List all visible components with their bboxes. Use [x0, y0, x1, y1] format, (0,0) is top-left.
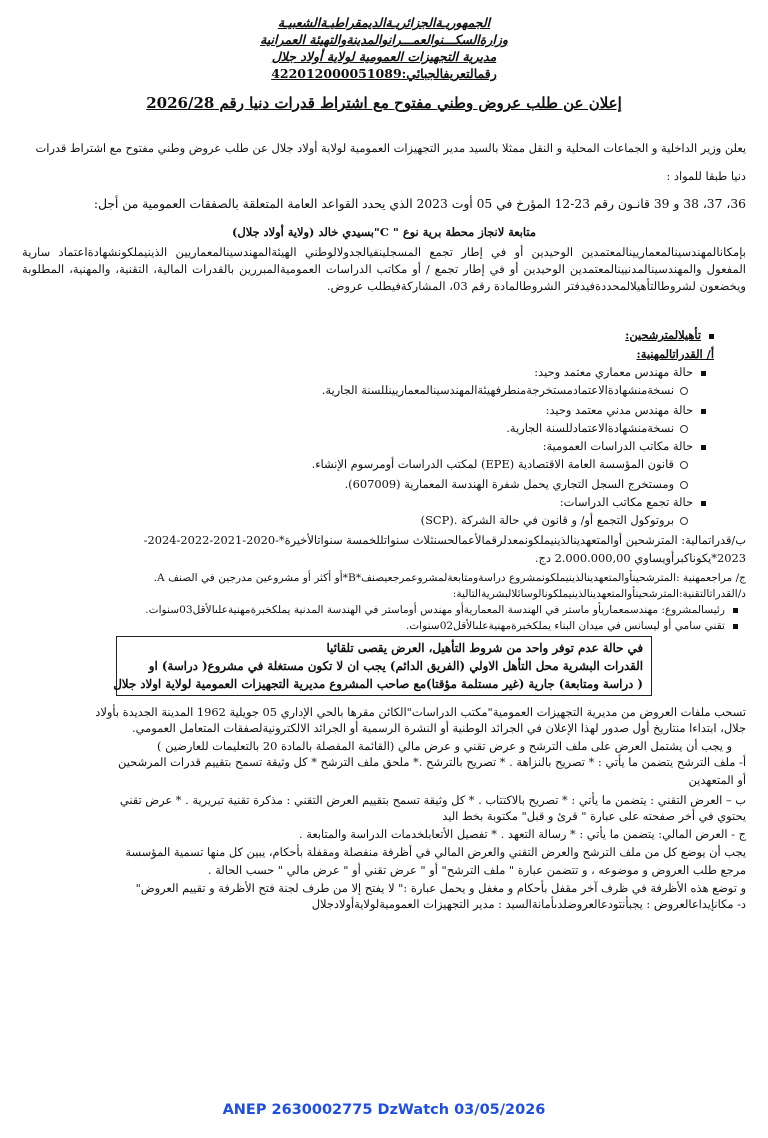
bullet-icon	[701, 445, 706, 450]
circle-bullet-icon	[680, 387, 688, 395]
circle-bullet-icon	[680, 481, 688, 489]
republic-name: الجمهوريـةالجزائريـةالديمقراطيـةالشعبيـة	[277, 15, 491, 30]
bullet-icon	[701, 409, 706, 414]
envelopes-line-2: مرجع طلب العروض و موضوعه ، و تتضمن عبارة " ملف الترشح" أو " عرض تقني أو " عرض مالي " حسب الحالة .	[207, 863, 746, 877]
directorate-name: مديرية التجهيزات العمومية لولاية أولاد جلال	[271, 49, 497, 64]
withdrawal-line-1: تسحب ملفات العروض من مديرية التجهيزات العمومية"مكتب الدراسات"الكائن مقرها بالحي الإداري 05 جويلية 1962 المدينة الجديدة بأولاد	[95, 705, 746, 719]
candidacy-file-1: أ- ملف الترشح يتضمن ما يأتي : * تصريح بالنزاهة . * تصريح بالترشح .* ملحق ملف الترشح * كل وثيقة تسمح بتقييم قدرات المرشحين	[118, 755, 746, 769]
legal-articles: 36، 37، 38 و 39 قانـون رقم 23-12 المؤرخ في 05 أوت 2023 الذي يحدد القواعد العامة المتعلقة بالصفقات العمومية من أجل:	[93, 197, 746, 211]
architect-case: حالة مهندس معماري معتمد وحيد:	[534, 364, 706, 380]
outer-envelope: و توضع هذه الأظرفة في ظرف آخر مقفل بأحكام و مغفل و يحمل عبارة :" لا يفتح إلا من طرف لجنة فتح الأظرفة و تقييم العروض"	[135, 881, 746, 895]
ministry-name: وزارةالسكـــنوالعمـــرانوالمدينةوالتهيئة العمرانية	[260, 32, 508, 47]
bullet-icon	[709, 334, 714, 339]
submission-place: د- مكانإيداعالعروض : يجبأنتودعالعروضلدىأمانةالسيد : مدير التجهيزات العموميةلولايةأولادجلال	[311, 897, 746, 911]
envelopes-line-1: يجب أن يوضع كل من ملف الترشح والعرض التقني والعرض المالي في أظرفة منفصلة ومقفلة بأحكام، يبين كل منها تسمية المؤسسة	[125, 845, 746, 859]
bullet-icon	[733, 608, 738, 613]
group-doc: بروتوكول التجمع أو/ و قانون في حالة الشركة .(SCP)	[421, 512, 688, 528]
technical-offer-1: ب – العرض التقني : يتضمن ما يأتي : * تصريح بالاكتتاب . * كل وثيقة تسمح بتقييم العرض التقني : مذكرة تقنية تبريرية . * عرض تقني	[119, 793, 746, 807]
group-case: حالة تجمع مكاتب الدراسات:	[560, 494, 706, 510]
notice-line-3: ( دراسة ومتابعة) جارية (غير مستلمة مؤقتا)مع صاحب المشروع مديرية التجهيزات العمومية لولاية اولاد جلال	[113, 677, 643, 691]
tax-id: رقمالتعريفالجبائي:422012000051089	[271, 66, 497, 81]
office-doc-1: قانون المؤسسة العامة الاقتصادية (EPE) لمكتب الدراسات أومرسوم الإنشاء.	[312, 456, 688, 472]
bullet-icon	[733, 624, 738, 629]
notice-title: إعلان عن طلب عروض وطني مفتوح مع اشتراط قدرات دنيا رقم 2026/28	[146, 94, 622, 112]
notice-line-2: القدرات البشرية محل التأهل الاولي (الفريق الدائم) يجب ان لا تكون مستغلة في مشروع( دراسة) او	[148, 659, 643, 673]
financial-capacity-2: 2023*يكوناكبرأويساوي 2.000.000,00 دج.	[534, 551, 746, 565]
eligibility-paragraph: بإمكانالمهندسينالمعماريينالمعتمدين الوحيدين أو في إطار تجمع المسجلينفيالجدولالوطني الهيئةالمهندسينالمعماريين الذينيملكونشهادةاعتماد سارية المفعول والمهندسينالمدنيينالمعتمدين الوحيدين أو في إطار تجمع / أو مكاتب الدراسات العموميةالمبررين بالقدرات المالية، التقنية، والمهنية، المطلوبة ويخضعون لشروطالتأهيلالمحددةفيدفتر الشروطالمادة رقم 03، المشاركةفيطلب عروض.	[22, 245, 746, 293]
offer-contents: و يجب أن يشتمل العرض على ملف الترشح و عرض تقني و عرض مالي (القائمة المفصلة بالمادة 20 بالتعليمات للعارضين )	[157, 739, 732, 753]
notice-line-1: في حالة عدم توفر واحد من شروط التأهيل، العرض يقصى تلقائيا	[326, 641, 643, 655]
technical-capacity: د/القدراتالتقنية:المترشحينأوالمتعهدينالذينيملكونالوسائلالبشريةالتالية:	[452, 588, 746, 600]
bullet-icon	[701, 501, 706, 506]
circle-bullet-icon	[680, 517, 688, 525]
bullet-icon	[701, 371, 706, 376]
civil-case: حالة مهندس مدني معتمد وحيد:	[546, 402, 706, 418]
architect-doc: نسخةمنشهادةالاعتمادمستخرجةمنطرفهيئةالمهندسينالمعماريينللسنة الجارية.	[322, 382, 688, 398]
intro-line-2: دنيا طبقا للمواد :	[666, 169, 746, 183]
technical-staff-1: رئيسالمشروع: مهندسمعماريأو ماستر في الهندسة المعماريةأو مهندس أوماستر في الهندسة المدنية يملكخبرةمهنيةعلىالأقل03سنوات.	[145, 602, 738, 618]
publication-reference: ANEP 2630002775 DzWatch 03/05/2026	[222, 1102, 546, 1118]
financial-offer: ج - العرض المالي: يتضمن ما يأتي : * رسالة التعهد . * تفصيل الأتعابلخدمات الدراسة والمتابعة .	[299, 827, 746, 841]
candidacy-file-2: أو المتعهدين	[688, 773, 746, 787]
technical-offer-2: يحتوي في أخر صفحته على عبارة " قرئ و قبل" مكتوبة بخط اليد	[442, 809, 746, 823]
office-doc-2: ومستخرج السجل التجاري يحمل شفرة الهندسة المعمارية (607009).	[345, 476, 688, 492]
circle-bullet-icon	[680, 461, 688, 469]
office-case: حالة مكاتب الدراسات العمومية:	[543, 438, 706, 454]
circle-bullet-icon	[680, 425, 688, 433]
financial-capacity-1: ب/قدراتمالية: المترشحين أوالمتعهدينالذينيملكونمعدلرقمالأعمالحسنثلاث سنواتللخمسة سنواتالأخيرة*-2020-2021-2022-2024-	[143, 533, 746, 547]
withdrawal-line-2: جلال، ابتداءا منتاريخ أول صدور لهذا الإعلان في الجرائد الوطنية أو النشرة الرسمية أو الجرائد الالكترونيةلصفقات المتعامل العمومي.	[131, 721, 746, 735]
document-header	[0, 14, 768, 82]
professional-references: ج/ مراجعمهنية :المترشحينأوالمتعهدينالذينيملكونمشروع دراسةومتابعةلمشروعمرجعيصنف*B*أو أكثر أو مشروعين مدرجين في الصنف A.	[153, 572, 746, 584]
professional-heading: أ/ القدراتالمهنية:	[636, 347, 714, 361]
intro-line-1: يعلن وزير الداخلية و الجماعات المحلية و النقل ممثلا بالسيد مدير التجهيزات العمومية لولاية أولاد جلال عن طلب عروض وطني مفتوح مع اشتراط قدرات	[35, 141, 746, 155]
exclusion-notice-box	[113, 636, 652, 696]
civil-doc: نسخةمنشهادةالاعتمادللسنة الجارية.	[506, 420, 688, 436]
technical-staff-2: تقني سامي أو ليسانس في ميدان البناء يملكخبرةمهنيةعلىالأقل02سنوات.	[406, 618, 738, 634]
qualification-heading: تأهيلالمترشحين:	[625, 327, 714, 343]
project-subject: متابعة لانجاز محطة برية نوع " C"بسيدي خالد (ولاية أولاد جلال)	[232, 225, 536, 239]
